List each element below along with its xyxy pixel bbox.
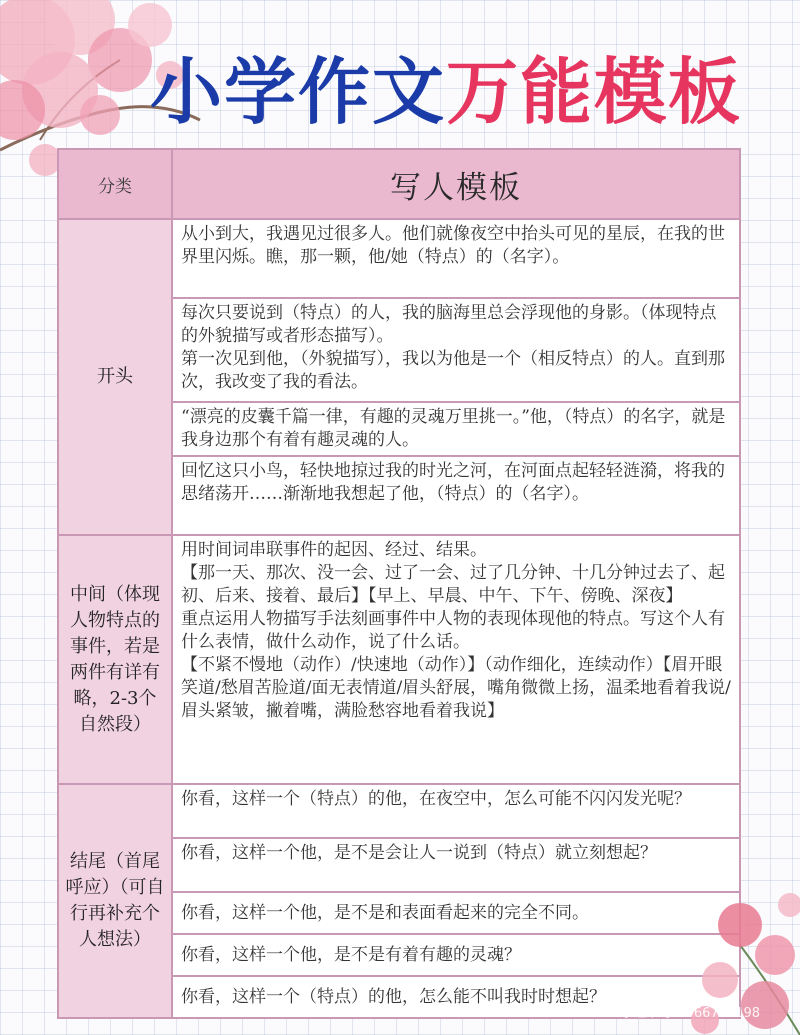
ending-row: [58, 784, 740, 838]
ending-item: 你看，这样一个（特点）的他，怎么能不叫我时时想起？: [172, 976, 740, 1018]
template-table: [57, 148, 741, 1019]
opening-category: 开头: [58, 219, 172, 535]
ending-item: 你看，这样一个他，是不是和表面看起来的完全不同。: [172, 892, 740, 934]
category-header: 分类: [58, 149, 172, 219]
ending-item: 你看，这样一个他，是不是有着有趣的灵魂？: [172, 934, 740, 976]
opening-row: [58, 219, 740, 298]
middle-line: 用时间词串联事件的起因、经过、结果。: [181, 540, 487, 560]
opening-item: 回忆这只小鸟，轻快地掠过我的时光之河，在河面点起轻轻涟漪，将我的思绪荡开……渐渐地我想起了他，（特点）的（名字）。: [172, 456, 740, 535]
template-title: 写人模板: [172, 149, 740, 219]
middle-content: [172, 535, 740, 784]
account-id-watermark: 小红书号：966742198: [620, 1006, 760, 1021]
title-red-part: 万能模板: [446, 50, 743, 134]
opening-item: 从小到大，我遇见过很多人。他们就像夜空中抬头可见的星辰，在我的世界里闪烁。瞧，那一颗，他/她（特点）的（名字）。: [172, 219, 740, 298]
middle-row: [58, 535, 740, 784]
opening-item: “漂亮的皮囊千篇一律，有趣的灵魂万里挑一。”他，（特点）的名字，就是我身边那个有着有趣灵魂的人。: [172, 402, 740, 456]
ending-item: 你看，这样一个（特点）的他，在夜空中，怎么可能不闪闪发光呢？: [172, 784, 740, 838]
middle-line: 【不紧不慢地（动作）/快速地（动作）】（动作细化，连续动作）【眉开眼笑道/愁眉苦脸道/面无表情道/眉头舒展，嘴角微微上扬，温柔地看着我说/眉头紧皱，撇着嘴，满脸愁容地看着我说】: [181, 655, 731, 721]
title-blue-part: 小学作文: [150, 50, 447, 134]
page-title: [150, 42, 790, 142]
middle-line: 【那一天、那次、没一会、过了一会、过了几分钟、十几分钟过去了、起初、后来、接着、最后】【早上、早晨、中午、下午、傍晚、深夜】: [181, 563, 725, 606]
middle-category: 中间（体现人物特点的事件，若是两件有详有略，2-3个自然段）: [58, 535, 172, 784]
opening-item: 每次只要说到（特点）的人，我的脑海里总会浮现他的身影。（体现特点的外貌描写或者形态描写）。 第一次见到他，（外貌描写），我以为他是一个（相反特点）的人。直到那次，我改变了我的看法。: [172, 298, 740, 402]
ending-item: 你看，这样一个他，是不是会让人一说到（特点）就立刻想起？: [172, 838, 740, 892]
middle-line: 重点运用人物描写手法刻画事件中人物的表现体现他的特点。写这个人有什么表情，做什么动作，说了什么话。: [181, 609, 725, 652]
table-header-row: [58, 149, 740, 219]
ending-category: 结尾（首尾呼应）（可自行再补充个人想法）: [58, 784, 172, 1018]
